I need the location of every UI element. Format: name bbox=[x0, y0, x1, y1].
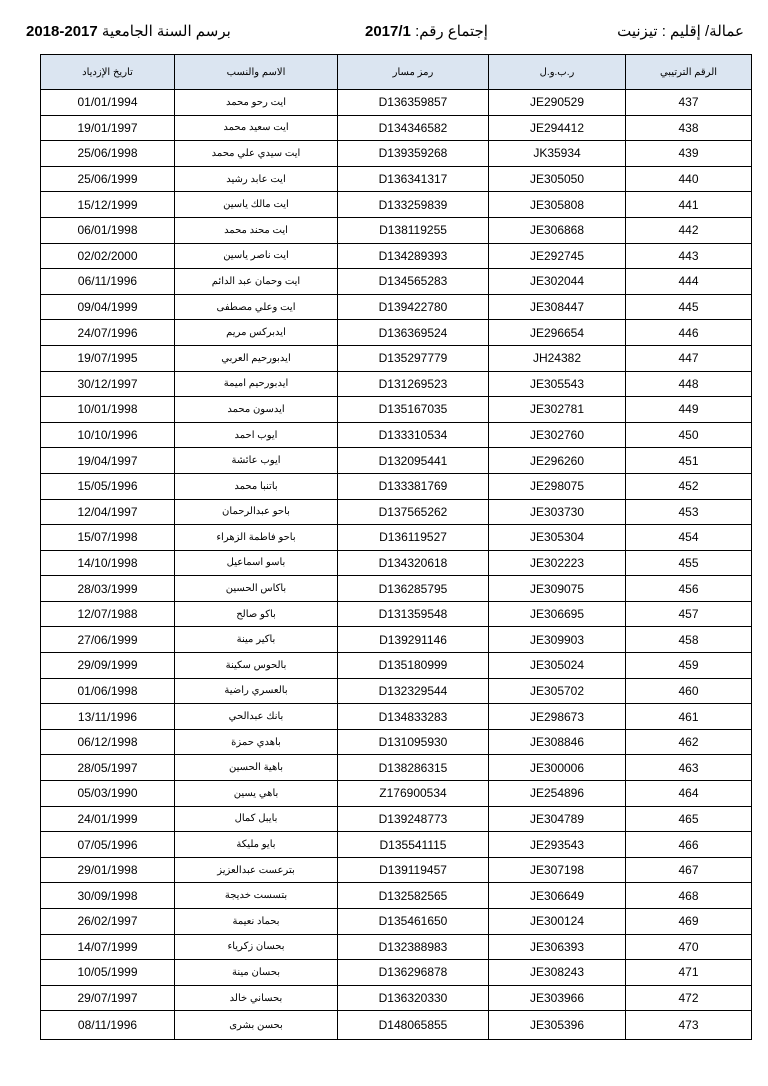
table-row bbox=[41, 243, 752, 269]
cell-massar: D139291146 bbox=[338, 627, 489, 653]
cell-name: باكاس الحسين bbox=[175, 576, 338, 602]
cell-number: 470 bbox=[626, 934, 752, 960]
academic-year bbox=[26, 22, 231, 40]
cell-massar: D136296878 bbox=[338, 960, 489, 986]
cell-cin: JE303966 bbox=[489, 985, 626, 1011]
table-body bbox=[41, 90, 752, 1040]
cell-name: باهدي حمزة bbox=[175, 729, 338, 755]
col-header-massar: رمز مسار bbox=[338, 55, 489, 90]
cell-dob: 14/10/1998 bbox=[41, 550, 175, 576]
table-row bbox=[41, 832, 752, 858]
cell-massar: D134346582 bbox=[338, 115, 489, 141]
cell-name: بايبل كمال bbox=[175, 806, 338, 832]
cell-dob: 19/07/1995 bbox=[41, 345, 175, 371]
cell-cin: JE305396 bbox=[489, 1011, 626, 1040]
cell-cin: JE308846 bbox=[489, 729, 626, 755]
cell-dob: 06/01/1998 bbox=[41, 217, 175, 243]
cell-cin: JE298075 bbox=[489, 473, 626, 499]
cell-name: باكو صالح bbox=[175, 601, 338, 627]
cell-dob: 30/12/1997 bbox=[41, 371, 175, 397]
cell-number: 442 bbox=[626, 217, 752, 243]
cell-dob: 12/07/1988 bbox=[41, 601, 175, 627]
cell-massar: D135167035 bbox=[338, 397, 489, 423]
cell-massar: D132329544 bbox=[338, 678, 489, 704]
table-row bbox=[41, 192, 752, 218]
cell-name: بحماد نعيمة bbox=[175, 909, 338, 935]
cell-name: بتسست خديجة bbox=[175, 883, 338, 909]
table-row bbox=[41, 141, 752, 167]
cell-name: ايوب احمد bbox=[175, 422, 338, 448]
cell-number: 454 bbox=[626, 525, 752, 551]
cell-number: 446 bbox=[626, 320, 752, 346]
cell-name: ايت سعيد محمد bbox=[175, 115, 338, 141]
table-row bbox=[41, 397, 752, 423]
cell-cin: JE305543 bbox=[489, 371, 626, 397]
cell-cin: JE306393 bbox=[489, 934, 626, 960]
cell-massar: D136285795 bbox=[338, 576, 489, 602]
cell-massar: D132388983 bbox=[338, 934, 489, 960]
cell-cin: JE294412 bbox=[489, 115, 626, 141]
table-row bbox=[41, 422, 752, 448]
cell-dob: 10/10/1996 bbox=[41, 422, 175, 448]
cell-cin: JE306695 bbox=[489, 601, 626, 627]
cell-massar: D137565262 bbox=[338, 499, 489, 525]
cell-number: 443 bbox=[626, 243, 752, 269]
cell-number: 460 bbox=[626, 678, 752, 704]
table-row bbox=[41, 729, 752, 755]
cell-cin: JH24382 bbox=[489, 345, 626, 371]
cell-number: 445 bbox=[626, 294, 752, 320]
cell-cin: JE309903 bbox=[489, 627, 626, 653]
cell-number: 472 bbox=[626, 985, 752, 1011]
col-header-number: الرقم الترتيبي bbox=[626, 55, 752, 90]
cell-massar: D134320618 bbox=[338, 550, 489, 576]
cell-dob: 24/01/1999 bbox=[41, 806, 175, 832]
cell-massar: D136369524 bbox=[338, 320, 489, 346]
cell-cin: JE300006 bbox=[489, 755, 626, 781]
cell-name: ايت وعلي مصطفى bbox=[175, 294, 338, 320]
table-row bbox=[41, 550, 752, 576]
table-row bbox=[41, 269, 752, 295]
cell-massar: D139248773 bbox=[338, 806, 489, 832]
cell-name: باهية الحسين bbox=[175, 755, 338, 781]
col-header-dob: تاريخ الإزدياد bbox=[41, 55, 175, 90]
cell-dob: 28/03/1999 bbox=[41, 576, 175, 602]
cell-cin: JE300124 bbox=[489, 909, 626, 935]
cell-massar: D138286315 bbox=[338, 755, 489, 781]
cell-cin: JK35934 bbox=[489, 141, 626, 167]
cell-name: بانك عبدالحي bbox=[175, 704, 338, 730]
cell-massar: D134289393 bbox=[338, 243, 489, 269]
cell-cin: JE305050 bbox=[489, 166, 626, 192]
cell-cin: JE292745 bbox=[489, 243, 626, 269]
cell-dob: 19/01/1997 bbox=[41, 115, 175, 141]
cell-name: باحو عبدالرحمان bbox=[175, 499, 338, 525]
cell-name: ايت وحمان عبد الدائم bbox=[175, 269, 338, 295]
cell-massar: D135297779 bbox=[338, 345, 489, 371]
cell-number: 438 bbox=[626, 115, 752, 141]
table-row bbox=[41, 1011, 752, 1040]
cell-massar: D131359548 bbox=[338, 601, 489, 627]
meeting-number bbox=[365, 22, 488, 40]
cell-name: باحو فاطمة الزهراء bbox=[175, 525, 338, 551]
cell-massar: D134565283 bbox=[338, 269, 489, 295]
table-row bbox=[41, 217, 752, 243]
table-header-row bbox=[41, 55, 752, 90]
cell-cin: JE307198 bbox=[489, 857, 626, 883]
cell-name: بالعسري راضية bbox=[175, 678, 338, 704]
col-header-cin: ر.ب.و.ل bbox=[489, 55, 626, 90]
cell-dob: 02/02/2000 bbox=[41, 243, 175, 269]
table-row bbox=[41, 653, 752, 679]
cell-number: 457 bbox=[626, 601, 752, 627]
cell-dob: 30/09/1998 bbox=[41, 883, 175, 909]
cell-dob: 06/12/1998 bbox=[41, 729, 175, 755]
cell-massar: D139119457 bbox=[338, 857, 489, 883]
cell-cin: JE306649 bbox=[489, 883, 626, 909]
table-row bbox=[41, 934, 752, 960]
table-row bbox=[41, 601, 752, 627]
table-row bbox=[41, 704, 752, 730]
cell-massar: D134833283 bbox=[338, 704, 489, 730]
cell-cin: JE302781 bbox=[489, 397, 626, 423]
cell-cin: JE254896 bbox=[489, 781, 626, 807]
cell-cin: JE306868 bbox=[489, 217, 626, 243]
cell-name: ايت عابد رشيد bbox=[175, 166, 338, 192]
table-row bbox=[41, 473, 752, 499]
cell-cin: JE302223 bbox=[489, 550, 626, 576]
cell-dob: 19/04/1997 bbox=[41, 448, 175, 474]
cell-massar: D138119255 bbox=[338, 217, 489, 243]
cell-cin: JE305702 bbox=[489, 678, 626, 704]
cell-name: ايدبركس مريم bbox=[175, 320, 338, 346]
table-row bbox=[41, 781, 752, 807]
cell-massar: D133259839 bbox=[338, 192, 489, 218]
table-row bbox=[41, 755, 752, 781]
cell-massar: D136320330 bbox=[338, 985, 489, 1011]
cell-massar: D135461650 bbox=[338, 909, 489, 935]
cell-dob: 07/05/1996 bbox=[41, 832, 175, 858]
cell-number: 466 bbox=[626, 832, 752, 858]
cell-number: 450 bbox=[626, 422, 752, 448]
cell-name: باتنبا محمد bbox=[175, 473, 338, 499]
cell-cin: JE293543 bbox=[489, 832, 626, 858]
table-row bbox=[41, 985, 752, 1011]
cell-dob: 29/09/1999 bbox=[41, 653, 175, 679]
cell-dob: 14/07/1999 bbox=[41, 934, 175, 960]
cell-number: 455 bbox=[626, 550, 752, 576]
cell-massar: Z176900534 bbox=[338, 781, 489, 807]
cell-massar: D131269523 bbox=[338, 371, 489, 397]
cell-massar: D139359268 bbox=[338, 141, 489, 167]
table-row bbox=[41, 909, 752, 935]
cell-name: ايت سيدي علي محمد bbox=[175, 141, 338, 167]
cell-massar: D139422780 bbox=[338, 294, 489, 320]
cell-dob: 15/07/1998 bbox=[41, 525, 175, 551]
year-value: 2017-2018 bbox=[26, 23, 98, 40]
table-row bbox=[41, 960, 752, 986]
cell-cin: JE308243 bbox=[489, 960, 626, 986]
cell-massar: D135541115 bbox=[338, 832, 489, 858]
cell-number: 456 bbox=[626, 576, 752, 602]
table-row bbox=[41, 371, 752, 397]
cell-number: 448 bbox=[626, 371, 752, 397]
table-row bbox=[41, 806, 752, 832]
cell-number: 459 bbox=[626, 653, 752, 679]
table-row bbox=[41, 294, 752, 320]
cell-cin: JE302760 bbox=[489, 422, 626, 448]
cell-name: بترعست عبدالعزيز bbox=[175, 857, 338, 883]
cell-dob: 26/02/1997 bbox=[41, 909, 175, 935]
table-row bbox=[41, 90, 752, 116]
cell-name: بايو مليكة bbox=[175, 832, 338, 858]
cell-number: 461 bbox=[626, 704, 752, 730]
cell-number: 469 bbox=[626, 909, 752, 935]
province-label: عمالة/ إقليم : تيزنيت bbox=[617, 23, 744, 40]
cell-name: ايدبورحيم اميمة bbox=[175, 371, 338, 397]
cell-name: ايوب عائشة bbox=[175, 448, 338, 474]
cell-dob: 05/03/1990 bbox=[41, 781, 175, 807]
cell-name: بحسان زكرياء bbox=[175, 934, 338, 960]
cell-dob: 01/01/1994 bbox=[41, 90, 175, 116]
cell-number: 452 bbox=[626, 473, 752, 499]
cell-dob: 10/01/1998 bbox=[41, 397, 175, 423]
cell-name: ايدبورحيم العربي bbox=[175, 345, 338, 371]
cell-massar: D132095441 bbox=[338, 448, 489, 474]
meeting-label: إجتماع رقم: bbox=[415, 23, 488, 40]
table-row bbox=[41, 883, 752, 909]
col-header-name: الاسم والنسب bbox=[175, 55, 338, 90]
cell-dob: 13/11/1996 bbox=[41, 704, 175, 730]
cell-number: 444 bbox=[626, 269, 752, 295]
cell-number: 440 bbox=[626, 166, 752, 192]
cell-number: 451 bbox=[626, 448, 752, 474]
students-table bbox=[40, 54, 752, 1040]
cell-dob: 10/05/1999 bbox=[41, 960, 175, 986]
table-row bbox=[41, 115, 752, 141]
table-row bbox=[41, 627, 752, 653]
page-header bbox=[0, 22, 768, 48]
cell-number: 468 bbox=[626, 883, 752, 909]
cell-number: 463 bbox=[626, 755, 752, 781]
cell-number: 465 bbox=[626, 806, 752, 832]
year-label: برسم السنة الجامعية bbox=[101, 23, 231, 40]
cell-massar: D131095930 bbox=[338, 729, 489, 755]
cell-dob: 15/05/1996 bbox=[41, 473, 175, 499]
cell-cin: JE308447 bbox=[489, 294, 626, 320]
cell-name: بالحوس سكينة bbox=[175, 653, 338, 679]
cell-cin: JE298673 bbox=[489, 704, 626, 730]
cell-number: 437 bbox=[626, 90, 752, 116]
cell-massar: D135180999 bbox=[338, 653, 489, 679]
cell-number: 453 bbox=[626, 499, 752, 525]
cell-dob: 29/01/1998 bbox=[41, 857, 175, 883]
cell-massar: D136359857 bbox=[338, 90, 489, 116]
cell-name: بحساني خالد bbox=[175, 985, 338, 1011]
cell-name: ايت مالك ياسين bbox=[175, 192, 338, 218]
table-row bbox=[41, 345, 752, 371]
cell-massar: D133381769 bbox=[338, 473, 489, 499]
cell-dob: 28/05/1997 bbox=[41, 755, 175, 781]
cell-cin: JE309075 bbox=[489, 576, 626, 602]
table-row bbox=[41, 525, 752, 551]
cell-number: 441 bbox=[626, 192, 752, 218]
cell-cin: JE305024 bbox=[489, 653, 626, 679]
cell-dob: 01/06/1998 bbox=[41, 678, 175, 704]
cell-number: 471 bbox=[626, 960, 752, 986]
cell-cin: JE302044 bbox=[489, 269, 626, 295]
table-row bbox=[41, 448, 752, 474]
cell-number: 473 bbox=[626, 1011, 752, 1040]
cell-dob: 08/11/1996 bbox=[41, 1011, 175, 1040]
cell-massar: D136341317 bbox=[338, 166, 489, 192]
cell-name: ايدسون محمد bbox=[175, 397, 338, 423]
cell-cin: JE296654 bbox=[489, 320, 626, 346]
table-row bbox=[41, 320, 752, 346]
cell-name: ايت رحو محمد bbox=[175, 90, 338, 116]
cell-name: باكير مينة bbox=[175, 627, 338, 653]
cell-name: بحسن بشرى bbox=[175, 1011, 338, 1040]
cell-number: 467 bbox=[626, 857, 752, 883]
cell-massar: D132582565 bbox=[338, 883, 489, 909]
cell-dob: 12/04/1997 bbox=[41, 499, 175, 525]
cell-cin: JE305304 bbox=[489, 525, 626, 551]
table-row bbox=[41, 166, 752, 192]
cell-dob: 29/07/1997 bbox=[41, 985, 175, 1011]
cell-dob: 15/12/1999 bbox=[41, 192, 175, 218]
cell-dob: 24/07/1996 bbox=[41, 320, 175, 346]
cell-name: باسو اسماعيل bbox=[175, 550, 338, 576]
cell-number: 449 bbox=[626, 397, 752, 423]
cell-massar: D133310534 bbox=[338, 422, 489, 448]
meeting-value: 2017/1 bbox=[365, 23, 411, 40]
cell-dob: 09/04/1999 bbox=[41, 294, 175, 320]
cell-number: 439 bbox=[626, 141, 752, 167]
cell-dob: 27/06/1999 bbox=[41, 627, 175, 653]
table-row bbox=[41, 576, 752, 602]
table-row bbox=[41, 678, 752, 704]
cell-massar: D136119527 bbox=[338, 525, 489, 551]
cell-dob: 06/11/1996 bbox=[41, 269, 175, 295]
cell-dob: 25/06/1998 bbox=[41, 141, 175, 167]
cell-cin: JE304789 bbox=[489, 806, 626, 832]
cell-name: باهي يسين bbox=[175, 781, 338, 807]
cell-name: ايت محند محمد bbox=[175, 217, 338, 243]
cell-cin: JE290529 bbox=[489, 90, 626, 116]
cell-dob: 25/06/1999 bbox=[41, 166, 175, 192]
cell-number: 462 bbox=[626, 729, 752, 755]
cell-cin: JE303730 bbox=[489, 499, 626, 525]
cell-cin: JE305808 bbox=[489, 192, 626, 218]
cell-massar: D148065855 bbox=[338, 1011, 489, 1040]
cell-number: 464 bbox=[626, 781, 752, 807]
cell-name: بحسان مينة bbox=[175, 960, 338, 986]
cell-cin: JE296260 bbox=[489, 448, 626, 474]
cell-number: 447 bbox=[626, 345, 752, 371]
table-row bbox=[41, 857, 752, 883]
cell-name: ايت ناصر ياسين bbox=[175, 243, 338, 269]
cell-number: 458 bbox=[626, 627, 752, 653]
table-row bbox=[41, 499, 752, 525]
